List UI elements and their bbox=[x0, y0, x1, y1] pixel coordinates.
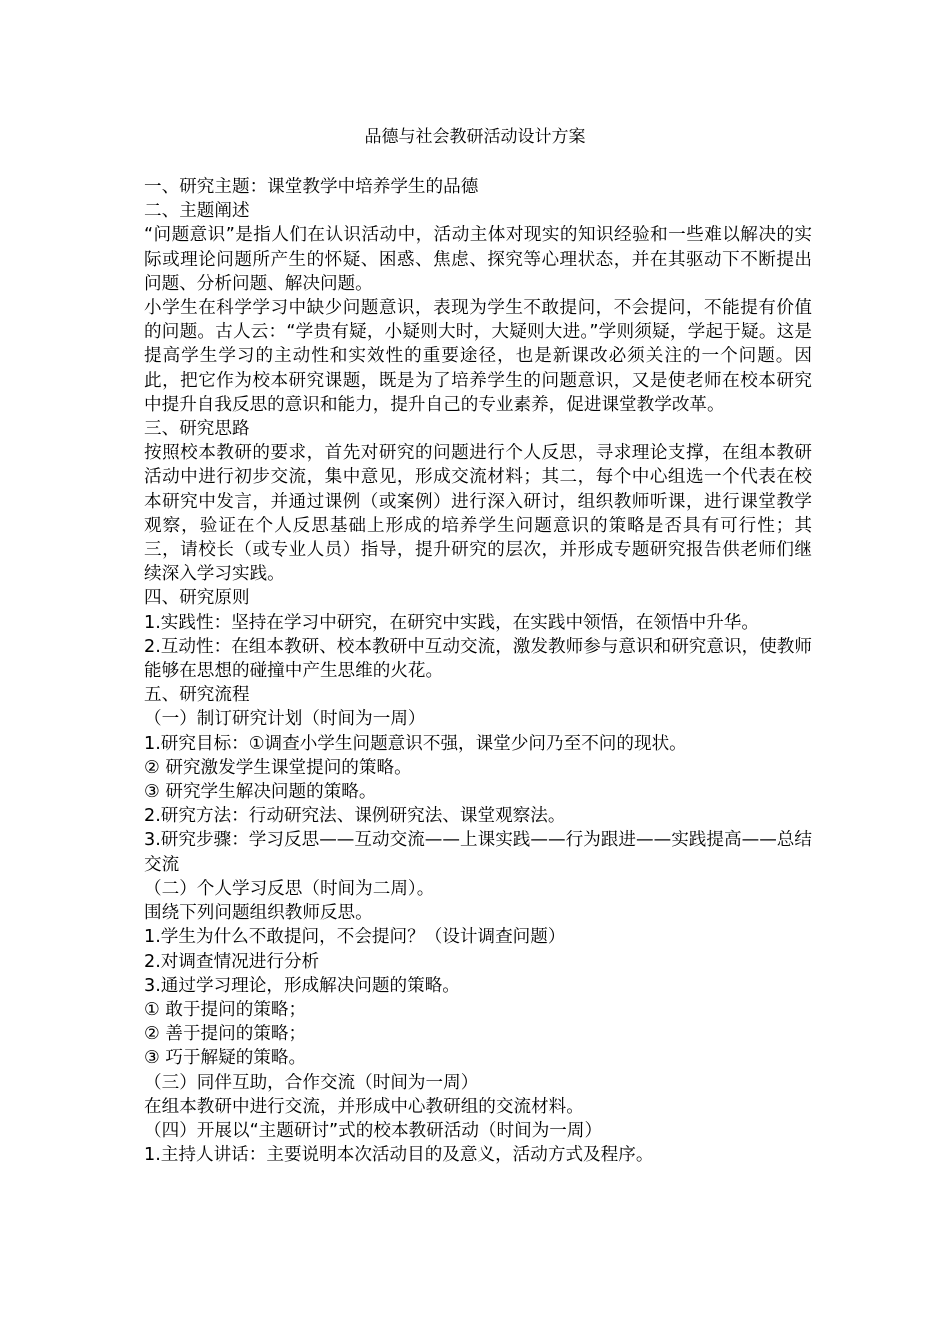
text-line: （三）同伴互助，合作交流（时间为一周） bbox=[144, 1072, 479, 1093]
text-line: 3.通过学习理论，形成解决问题的策略。 bbox=[144, 975, 460, 996]
text-line: （一）制订研究计划（时间为一周） bbox=[144, 709, 426, 730]
paragraph: 小学生在科学学习中缺少问题意识，表现为学生不敢提问，不会提问，不能提有价值的问题。古人云：“学贵有疑，小疑则大时，大疑则大进。”学则须疑，学起于疑。这是提高学生学习的主动性和实效性的重要途径，也是新课改必须关注的一个问题。因此，把它作为校本研究课题，既是为了培养学生的问题意识，又是使老师在校本研究中提升自我反思的意识和能力，提升自己的专业素养，促进课堂教学改革。 bbox=[144, 298, 812, 415]
paragraph: 按照校本教研的要求，首先对研究的问题进行个人反思，寻求理论支撑，在组本教研活动中进行初步交流，集中意见，形成交流材料；其二，每个中心组选一个代表在校本研究中发言，并通过课例（或案例）进行深入研讨，组织教师听课，进行课堂教学观察，验证在个人反思基础上形成的培养学生问题意识的策略是否具有可行性；其三，请校长（或专业人员）指导，提升研究的层次，并形成专题研究报告供老师们继续深入学习实践。 bbox=[144, 443, 812, 585]
text-line: 一、研究主题：课堂教学中培养学生的品德 bbox=[144, 177, 479, 197]
text-line: 二、主题阐述 bbox=[144, 201, 250, 222]
text-line: ③ 巧于解疑的策略。 bbox=[144, 1048, 307, 1069]
text-line: （二）个人学习反思（时间为二周）。 bbox=[144, 878, 435, 899]
text-line: 四、研究原则 bbox=[144, 588, 250, 609]
paragraph: 2.互动性：在组本教研、校本教研中互动交流，激发教师参与意识和研究意识，使教师能够在思想的碰撞中产生思维的火花。 bbox=[144, 636, 812, 682]
text-line: ② 善于提问的策略； bbox=[144, 1024, 307, 1045]
text-line: 1.学生为什么不敢提问，不会提问？（设计调查问题） bbox=[144, 927, 566, 948]
text-line: 1.主持人讲话：主要说明本次活动目的及意义，活动方式及程序。 bbox=[144, 1145, 654, 1166]
text-line: 三、研究思路 bbox=[144, 419, 250, 440]
text-line: ③ 研究学生解决问题的策略。 bbox=[144, 782, 377, 803]
text-line: 2.对调查情况进行分析 bbox=[144, 951, 320, 972]
document-body bbox=[144, 175, 812, 1167]
text-line: 1.实践性：坚持在学习中研究，在研究中实践，在实践中领悟，在领悟中升华。 bbox=[144, 612, 759, 633]
text-line: 在组本教研中进行交流，并形成中心教研组的交流材料。 bbox=[144, 1096, 584, 1117]
text-line: ① 敢于提问的策略； bbox=[144, 999, 307, 1020]
text-line: 五、研究流程 bbox=[144, 685, 250, 706]
text-line: 1.研究目标：①调查小学生问题意识不强，课堂少问乃至不问的现状。 bbox=[144, 733, 687, 754]
text-line: 2.研究方法：行动研究法、课例研究法、课堂观察法。 bbox=[144, 806, 566, 827]
text-line: （四）开展以“主题研讨”式的校本教研活动（时间为一周） bbox=[144, 1120, 603, 1141]
document-title: 品德与社会教研活动设计方案 bbox=[364, 127, 586, 147]
paragraph: 3.研究步骤：学习反思——互动交流——上课实践——行为跟进——实践提高——总结交流 bbox=[144, 830, 812, 875]
text-line: ② 研究激发学生课堂提问的策略。 bbox=[144, 757, 412, 778]
text-line: 围绕下列问题组织教师反思。 bbox=[144, 903, 373, 924]
paragraph: “问题意识”是指人们在认识活动中，活动主体对现实的知识经验和一些难以解决的实际或理论问题所产生的怀疑、困惑、焦虑、探究等心理状态，并在其驱动下不断提出问题、分析问题、解决问题。 bbox=[144, 225, 812, 294]
